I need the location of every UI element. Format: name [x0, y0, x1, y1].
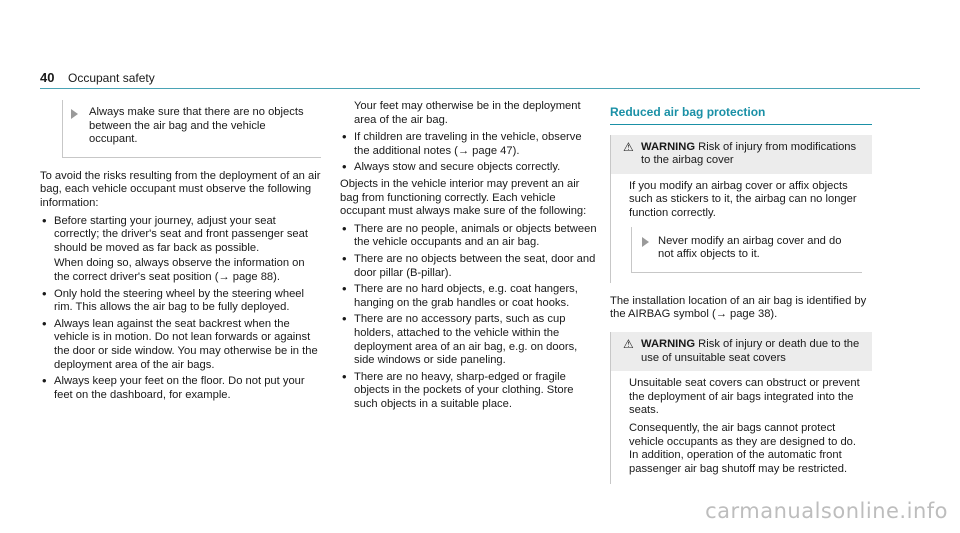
list-item: • Always lean against the seat backrest when the vehicle is in motion. Do not lean forwards or against the door or side window. You may otherwise be in the deployment area of the air bags. [42, 315, 318, 371]
paragraph: The installation location of an air bag is identified by the AIRBAG symbol (→ page 38). [610, 294, 867, 321]
bullet-list [340, 131, 600, 175]
note-text: Always make sure that there are no objects between the air bag and the vehicle occupant. [89, 106, 304, 146]
watermark: carmanualsonline.info [705, 499, 948, 523]
warning-header [611, 332, 872, 371]
warning-text: If you modify an airbag cover or affix objects such as stickers to it, the airbag can no longer function correctly. [629, 179, 857, 219]
warning-box [610, 332, 872, 484]
warning-icon: ⚠ [623, 139, 634, 154]
list-item: • There are no people, animals or objects between the vehicle occupants and an air bag. [342, 220, 597, 249]
list-item: • There are no heavy, sharp-edged or fragile objects in the pockets of your clothing. Store such objects in a suitable place. [342, 368, 574, 410]
paragraph: Objects in the vehicle interior may prevent an air bag from functioning correctly. Each vehicle occupant must always make sure of the following: [340, 177, 587, 218]
header-rule [40, 88, 920, 89]
list-item: • There are no hard objects, e.g. coat hangers, hanging on the grab handles or coat hooks. [342, 281, 578, 309]
section-heading: Reduced air bag protection [610, 106, 872, 125]
warning-title: Risk of injury or death due to the use of unsuitable seat covers [641, 337, 860, 364]
warning-header [611, 135, 872, 174]
list-item: • If children are traveling in the vehicle, observe the additional notes (→ page 47). [342, 129, 582, 157]
note-box [631, 227, 862, 273]
arrow-right-icon [642, 237, 649, 247]
section-title: Occupant safety [68, 71, 155, 85]
list-item: • There are no objects between the seat, door and door pillar (B-pillar). [342, 250, 596, 279]
warning-label: WARNING [641, 337, 696, 350]
column-middle [340, 100, 600, 414]
warning-body [611, 174, 872, 283]
list-item: • Before starting your journey, adjust your seat correctly; the driver's seat and front passenger seat should be moved as far back as possible. When doing so, always observe the information on the correct driver's seat position (→ page 88). [40, 215, 323, 285]
intro-paragraph: To avoid the risks resulting from the deployment of an air bag, each vehicle occupant must observe the following information: [40, 169, 321, 209]
page-number: 40 [40, 70, 55, 85]
arrow-right-icon [71, 109, 78, 119]
warning-icon: ⚠ [623, 336, 634, 351]
warning-text: Unsuitable seat covers can obstruct or prevent the deployment of air bags integrated into the seats. [629, 377, 860, 417]
warning-box [610, 135, 872, 283]
list-item: • There are no accessory parts, such as cup holders, attached to the vehicle within the deployment area of an air bag, e.g. on doors, side windows or side paneling. [342, 311, 578, 367]
bullet-list [40, 212, 323, 403]
note-box [62, 100, 321, 158]
warning-body [611, 371, 872, 484]
warning-title: Risk of injury from modifications to the airbag cover [641, 140, 857, 167]
list-item-subtext: When doing so, always observe the information on the correct driver's seat position (→ page 88). [54, 257, 305, 283]
warning-label: WARNING [641, 140, 696, 153]
note-text: Never modify an airbag cover and do not affix objects to it. [658, 234, 842, 261]
column-right [610, 106, 872, 496]
continued-text: Your feet may otherwise be in the deployment area of the air bag. [354, 100, 581, 126]
warning-text: Consequently, the air bags cannot protect vehicle occupants as they are designed to do. In addition, operation of the automatic front passenger air bag shutoff may be restricted. [629, 421, 857, 475]
list-item: • Always keep your feet on the floor. Do not put your feet on the dashboard, for example. [42, 373, 305, 401]
list-item: • Only hold the steering wheel by the steering wheel rim. This allows the air bag to be fully deployed. [42, 285, 305, 314]
bullet-list [340, 220, 600, 412]
list-item: • Always stow and secure objects correctly. [342, 159, 561, 175]
column-left [40, 100, 323, 405]
